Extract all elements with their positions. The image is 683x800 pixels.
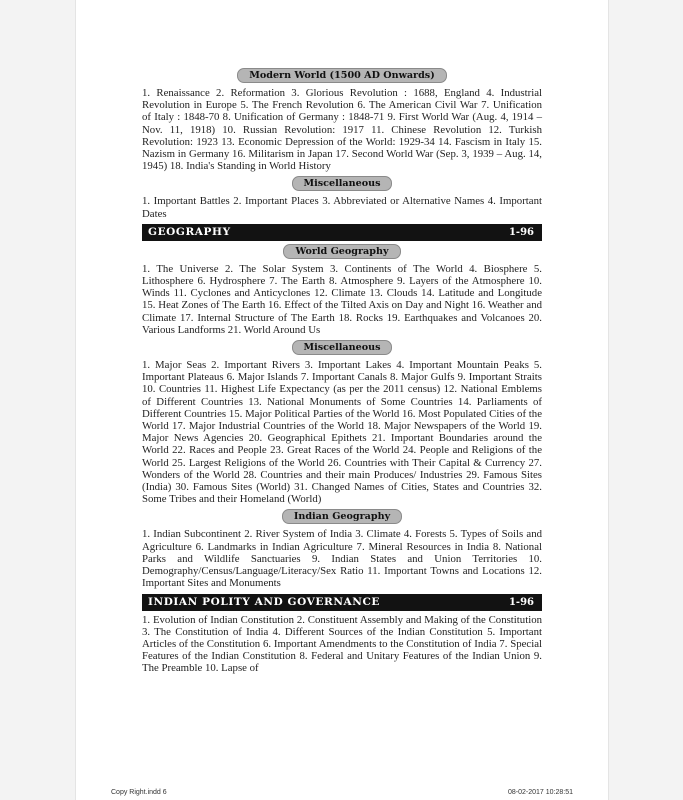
section-heading-misc-geography: Miscellaneous [292, 340, 393, 355]
section-heading-wrap [142, 68, 542, 83]
section-heading-indian-geography: Indian Geography [282, 509, 402, 524]
footer-file-name: Copy Right.indd 6 [111, 789, 167, 796]
section-heading-modern-world: Modern World (1500 AD Onwards) [237, 68, 447, 83]
section-heading-misc-history: Miscellaneous [292, 176, 393, 191]
chapter-title-geography: GEOGRAPHY [148, 225, 231, 238]
chapter-bar-geography [142, 224, 542, 241]
section-heading-wrap [142, 244, 542, 259]
section-text-polity: 1. Evolution of Indian Constitution 2. Constituent Assembly and Making of the Constitution 3. The Constitution of India 4. Different Sources of the Indian Constitution 5. Important Articles of the Constitution 6. Important Amendments to the Constitution of India 7. Special Features of the Indian Constitution 8. Federal and Unitary Features of the Indian Union 9. The Preamble 10. Lapse of [142, 613, 542, 675]
chapter-title-polity: INDIAN POLITY AND GOVERNANCE [148, 595, 381, 608]
section-heading-wrap [142, 176, 542, 191]
chapter-page-range-polity: 1-96 [508, 596, 534, 608]
document-page [76, 0, 608, 800]
section-text-indian-geography: 1. Indian Subcontinent 2. River System of India 3. Climate 4. Forests 5. Types of Soils and Agriculture 6. Landmarks in Indian Agriculture 7. Mineral Resources in India 8. National Parks and Wildlife Sanctuaries 9. Indian States and Union Territories 10. Demography/Census/Language/Literacy/Sex Ratio 11. Important Towns and Locations 12. Important Sites and Monuments [142, 528, 542, 590]
section-text-misc-geography: 1. Major Seas 2. Important Rivers 3. Important Lakes 4. Important Mountain Peaks 5. Important Plateaus 6. Major Islands 7. Important Canals 8. Major Gulfs 9. Important Straits 10. Countries 11. Highest Life Expectancy (as per the 2011 census) 12. National Emblems of Different Countries 13. National Monuments of Some Countries 14. Parliaments of Different Countries 15. Major Political Parties of the World 16. Most Populated Cities of the World 17. Major Industrial Countries of the World 18. Major Newspapers of the World 19. Major News Agencies 20. Geographical Epithets 21. Important Boundaries around the World 22. Races and People 23. Great Races of the World 24. People and Religions of the World 25. Largest Religions of the World 26. Countries with Their Capital & Currency 27. Wonders of the World 28. Countries and their main Produces/ Industries 29. Famous Sites (India) 30. Famous Sites (World) 31. Changed Names of Cities, States and Countries 32. Some Tribes and their Homeland (World) [142, 359, 542, 506]
footer-timestamp: 08-02-2017 10:28:51 [508, 789, 573, 796]
table-of-contents [142, 66, 542, 679]
section-heading-world-geography: World Geography [283, 244, 400, 259]
section-heading-wrap [142, 340, 542, 355]
chapter-page-range-geography: 1-96 [508, 226, 534, 238]
chapter-bar-polity [142, 594, 542, 611]
section-heading-wrap [142, 509, 542, 524]
section-text-modern-world: 1. Renaissance 2. Reformation 3. Glorious Revolution : 1688, England 4. Industrial Revolution in Europe 5. The French Revolution 6. The American Civil War 7. Unification of Italy : 1848-70 8. Unification of Germany : 1848-71 9. First World War (Aug. 4, 1914 – Nov. 11, 1918) 10. Russian Revolution: 1917 11. Chinese Revolution 12. Turkish Revolution: 1923 13. Economic Depression of the World: 1929-34 14. Fascism in Italy 15. Nazism in Germany 16. Militarism in Japan 17. Second World War (Sep. 3, 1939 – Aug. 14, 1945) 18. India's Standing in World History [142, 87, 542, 173]
section-text-misc-history: 1. Important Battles 2. Important Places 3. Abbreviated or Alternative Names 4. Important Dates [142, 195, 542, 220]
section-text-world-geography: 1. The Universe 2. The Solar System 3. Continents of The World 4. Biosphere 5. Lithosphere 6. Hydrosphere 7. The Earth 8. Atmosphere 9. Layers of the Atmosphere 10. Winds 11. Cyclones and Anticyclones 12. Climate 13. Clouds 14. Latitude and Longitude 15. Heat Zones of The Earth 16. Effect of the Tilted Axis on Day and Night 16. Weather and Climate 17. Internal Structure of The Earth 18. Rocks 19. Earthquakes and Volcanoes 20. Various Landforms 21. World Around Us [142, 262, 542, 336]
